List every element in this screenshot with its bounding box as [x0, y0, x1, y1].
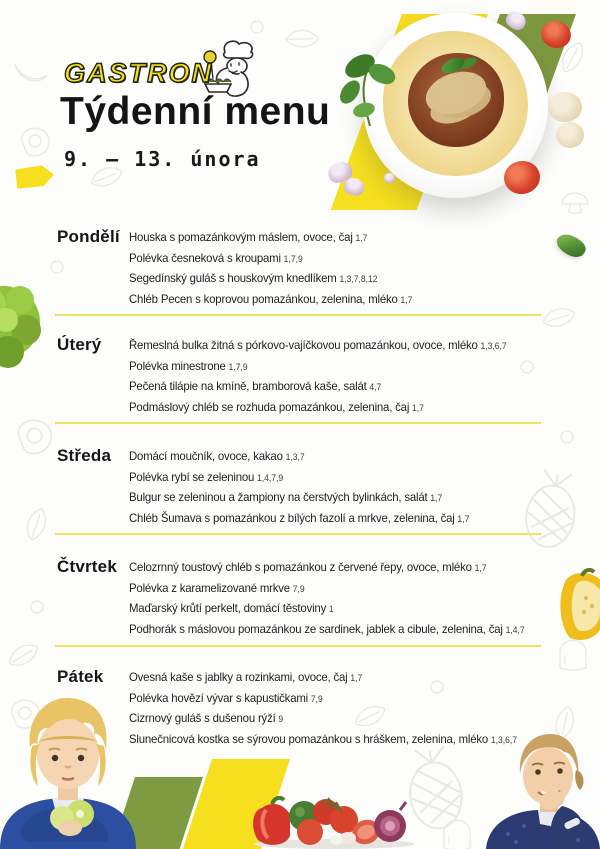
day-section-friday [57, 667, 580, 750]
allergen-codes: 1,7 [474, 563, 487, 573]
allergen-codes: 1,4,7,9 [257, 472, 284, 483]
menu-item: Podmáslový chléb se rozhuda pomazánkou, zelenina, čaj 1,7 [129, 399, 424, 414]
gastron-logo: GASTRON [64, 58, 213, 88]
menu-item: Domácí moučník, ovoce, kakao 1,3,7 [129, 449, 305, 463]
garlic-clove-icon [384, 173, 395, 183]
day-section-wednesday [57, 446, 580, 529]
menu-item: Polévka minestrone 1,7,9 [129, 358, 248, 373]
basil-sprig [334, 48, 406, 130]
allergen-codes: 1 [328, 604, 334, 614]
menu-item: Celozrnný toustový chléb s pomazánkou z červené řepy, ovoce, mléko 1,7 [129, 560, 487, 574]
menu-item: Bulgur se zeleninou a žampiony na čerstvých bylinkách, salát 1,7 [129, 490, 443, 504]
allergen-codes: 1,7 [350, 673, 363, 683]
section-divider [55, 314, 541, 316]
day-section-thursday [57, 557, 580, 640]
menu-item: Pečená tilápie na kmíně, bramborová kaše, salát 4,7 [129, 379, 382, 393]
day-label: Čtvrtek [57, 557, 117, 576]
allergen-codes: 1,7 [457, 513, 470, 524]
allergen-codes: 1,3,7 [285, 452, 305, 462]
allergen-codes: 7,9 [292, 583, 305, 594]
menu-item: Polévka rybí se zeleninou 1,4,7,9 [129, 469, 284, 484]
allergen-codes: 1,3,6,7 [480, 341, 507, 351]
allergen-codes: 1,7 [400, 294, 413, 305]
mushroom-icon [556, 122, 584, 148]
day-section-tuesday [57, 335, 580, 418]
menu-item: Slunečnicová kostka se sýrovou pomazánkou s hráškem, zelenina, mléko 1,3,6,7 [129, 731, 518, 746]
section-divider [55, 422, 541, 424]
menu-item: Maďarský krůtí perkelt, domácí těstoviny 1 [129, 601, 334, 615]
menu-item: Polévka z karamelizované mrkve 7,9 [129, 580, 305, 595]
section-divider [55, 533, 541, 535]
page-title: Týdenní menu [60, 90, 331, 133]
allergen-codes: 4,7 [369, 382, 382, 392]
menu-item: Segedínský guláš s houskovým knedlíkem 1,3,7,8,12 [129, 271, 378, 285]
day-label: Středa [57, 446, 112, 465]
menu-item: Houska s pomazánkovým máslem, ovoce, čaj 1,7 [129, 230, 368, 244]
allergen-codes: 1,7,9 [228, 361, 248, 372]
day-label: Pondělí [57, 227, 120, 246]
allergen-codes: 9 [278, 714, 284, 724]
day-label: Pátek [57, 667, 104, 686]
allergen-codes: 1,3,7,8,12 [339, 274, 378, 284]
menu-item: Chléb Pecen s koprovou pomazánkou, zelenina, mléko 1,7 [129, 291, 413, 306]
date-range: 9. – 13. února [64, 147, 261, 171]
day-section-monday [57, 227, 580, 310]
allergen-codes: 1,7 [430, 493, 443, 503]
menu-item: Podhorák s máslovou pomazánkou ze sardinek, jablek a cibule, zelenina, čaj 1,4,7 [129, 621, 525, 636]
menu-item: Ovesná kaše s jablky a rozinkami, ovoce, čaj 1,7 [129, 670, 363, 684]
allergen-codes: 1,7 [355, 233, 368, 243]
allergen-codes: 1,7 [412, 402, 424, 413]
allergen-codes: 1,7,9 [283, 253, 303, 264]
lettuce-photo [0, 272, 48, 376]
menu-item: Chléb Šumava s pomazánkou z bílých fazolí a mrkve, zelenina, čaj 1,7 [129, 510, 470, 525]
day-label: Úterý [57, 335, 102, 354]
mushroom-icon [548, 92, 582, 122]
section-divider [55, 645, 541, 647]
menu-item: Polévka hovězí vývar s kapustičkami 7,9 [129, 690, 323, 705]
allergen-codes: 1,4,7 [505, 624, 525, 635]
menu-item: Polévka česneková s kroupami 1,7,9 [129, 250, 303, 265]
allergen-codes: 7,9 [310, 693, 323, 704]
allergen-codes: 1,3,6,7 [490, 734, 518, 745]
menu-item: Řemeslná bulka žitná s pórkovo-vajíčkovou pomazánkou, ovoce, mléko 1,3,6,7 [129, 338, 507, 352]
menu-item: Cizrnový guláš s dušenou rýží 9 [129, 711, 284, 725]
vegetables-photo [248, 788, 420, 849]
